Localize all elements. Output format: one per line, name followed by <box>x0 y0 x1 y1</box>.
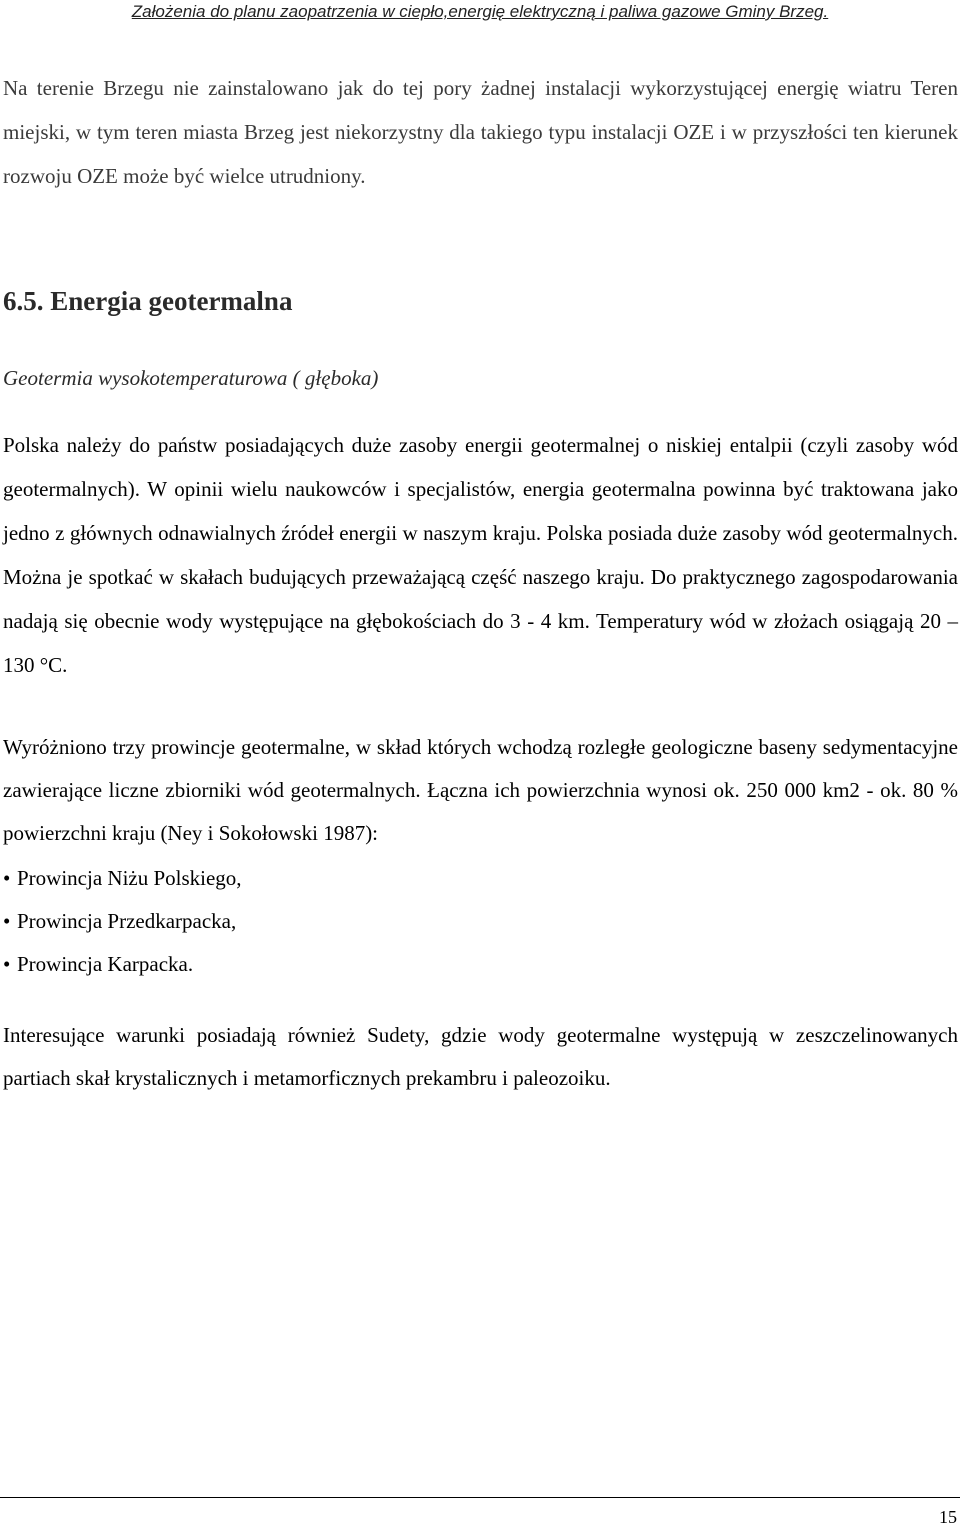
page-header: Założenia do planu zaopatrzenia w ciepło,energię elektryczną i paliwa gazowe Gminy Brzeg. <box>131 2 829 21</box>
list-item <box>3 943 242 986</box>
bullet-icon: • <box>3 866 11 890</box>
paragraph-geothermal-provinces: Wyróżniono trzy prowincje geotermalne, w skład których wchodzą rozległe geologiczne baseny sedymentacyjne zawierające liczne zbiorniki wód geotermalnych. Łączna ich powierzchnia wynosi ok. 250 000 km2 - ok. 80 % powierzchni kraju (Ney i Sokołowski 1987): <box>3 735 958 845</box>
paragraph-geothermal-resources: Polska należy do państw posiadających duże zasoby energii geotermalnej o niskiej entalpii (czyli zasoby wód geotermalnych). W opinii wielu naukowców i specjalistów, energia geotermalna powinna być traktowana jako jedno z głównych odnawialnych źródeł energii w naszym kraju. Polska posiada duże zasoby wód geotermalnych. Można je spotkać w skałach budujących przeważającą część naszego kraju. Do praktycznego zagospodarowania nadają się obecnie wody występujące na głębokościach do 3 - 4 km. Temperatury wód w złożach osiągają 20 – 130 °C. <box>3 433 958 677</box>
list-item <box>3 900 242 943</box>
list-item-label: Prowincja Przedkarpacka, <box>17 909 237 933</box>
page-number: 15 <box>939 1507 957 1527</box>
footer-divider <box>0 1497 960 1498</box>
province-list <box>3 857 242 986</box>
bullet-icon: • <box>3 952 11 976</box>
list-item-label: Prowincja Niżu Polskiego, <box>17 866 242 890</box>
section-subheading: Geotermia wysokotemperaturowa ( głęboka) <box>3 366 379 390</box>
section-heading: 6.5. Energia geotermalna <box>3 286 293 316</box>
bullet-icon: • <box>3 909 11 933</box>
list-item <box>3 857 242 900</box>
paragraph-wind-energy: Na terenie Brzegu nie zainstalowano jak do tej pory żadnej instalacji wykorzystującej energię wiatru Teren miejski, w tym teren miasta Brzeg jest niekorzystny dla takiego typu instalacji OZE i w przyszłości ten kierunek rozwoju OZE może być wielce utrudniony. <box>3 76 958 188</box>
list-item-label: Prowincja Karpacka. <box>17 952 194 976</box>
paragraph-sudety: Interesujące warunki posiadają również Sudety, gdzie wody geotermalne występują w zeszczelinowanych partiach skał krystalicznych i metamorficznych prekambru i paleozoiku. <box>3 1023 958 1090</box>
